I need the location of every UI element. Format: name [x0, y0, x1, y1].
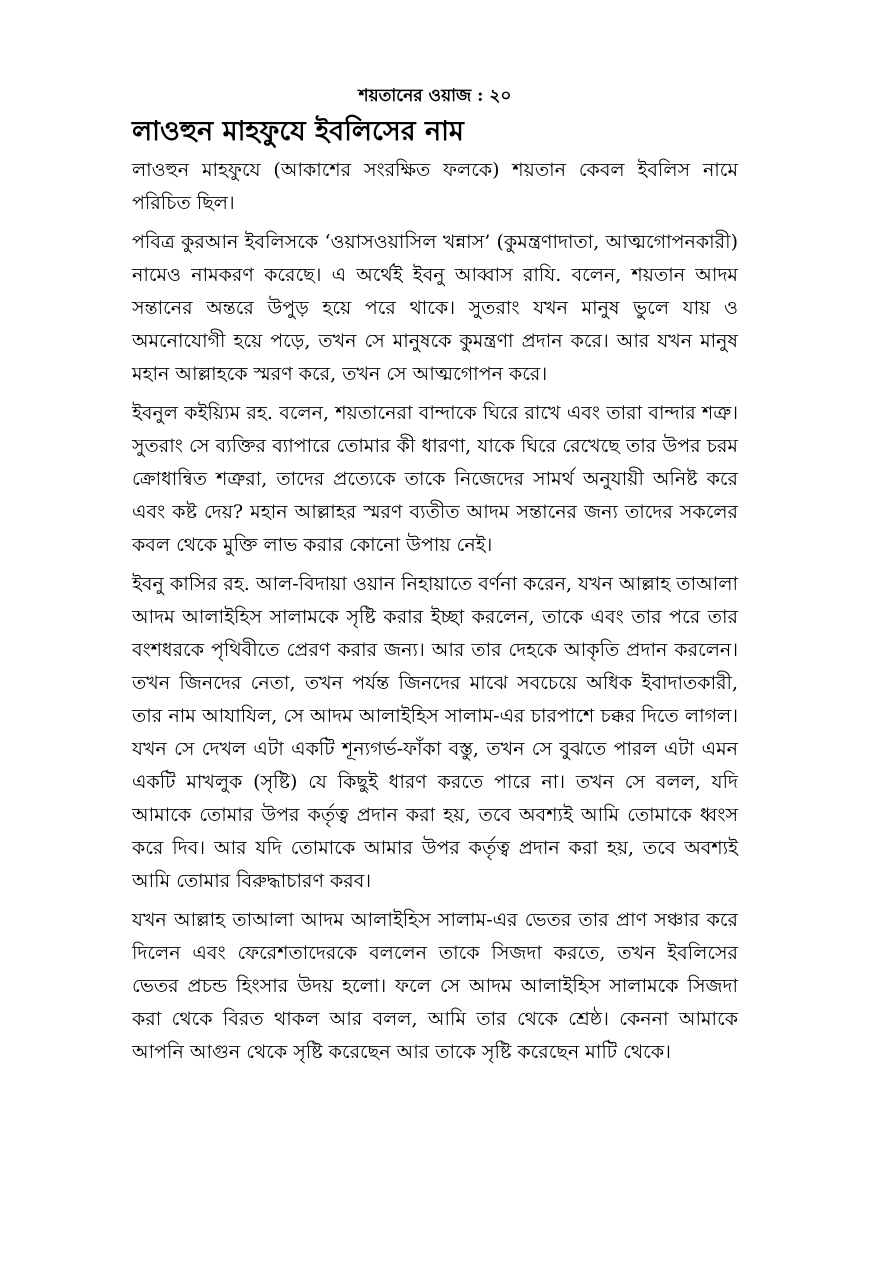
paragraph-5: যখন আল্লাহ তাআলা আদম আলাইহিস সালাম-এর ভেতর তার প্রাণ সঞ্চার করে দিলেন এবং ফেরেশতাদেরকে বললেন তাকে সিজদা করতে, তখন ইবলিসের ভেতর প্রচন্ড হিংসার উদয় হলো। ফলে সে আদম আলাইহিস সালামকে সিজদা করা থেকে বিরত থাকল আর বলল, আমি তার থেকে শ্রেষ্ঠ। কেননা আমাকে আপনি আগুন থেকে সৃষ্টি করেছেন আর তাকে সৃষ্টি করেছেন মাটি থেকে। — [132, 909, 738, 1063]
paragraph-2: পবিত্র কুরআন ইবলিসকে ‘ওয়াসওয়াসিল খন্নাস’ (কুমন্ত্রণাদাতা, আত্মগোপনকারী) নামেও নামকরণ করেছে। এ অর্থেই ইবনু আব্বাস রাযি. বলেন, শয়তান আদম সন্তানের অন্তরে উপুড় হয়ে পরে থাকে। সুতরাং যখন মানুষ ভুলে যায় ও অমনোযোগী হয়ে পড়ে, তখন সে মানুষকে কুমন্ত্রণা প্রদান করে। আর যখন মানুষ মহান আল্লাহকে স্মরণ করে, তখন সে আত্মগোপন করে। — [132, 231, 738, 385]
running-header: শয়তানের ওয়াজ : ২০ — [358, 86, 512, 106]
paragraph-3: ইবনুল কইয়্যিম রহ. বলেন, শয়তানেরা বান্দাকে ঘিরে রাখে এবং তারা বান্দার শত্রু। সুতরাং সে ব্যক্তির ব্যাপারে তোমার কী ধারণা, যাকে ঘিরে রেখেছে তার উপর চরম ক্রোধান্বিত শত্রুরা, তাদের প্রত্যেকে তাকে নিজেদের সামর্থ অনুযায়ী অনিষ্ট করে এবং কষ্ট দেয়? মহান আল্লাহর স্মরণ ব্যতীত আদম সন্তানের জন্য তাদের সকলের কবল থেকে মুক্তি লাভ করার কোনো উপায় নেই। — [132, 402, 738, 556]
book-page — [132, 84, 738, 1075]
paragraph-4: ইবনু কাসির রহ. আল-বিদায়া ওয়ান নিহায়াতে বর্ণনা করেন, যখন আল্লাহ তাআলা আদম আলাইহিস সালামকে সৃষ্টি করার ইচ্ছা করলেন, তাকে এবং তার পরে তার বংশধরকে পৃথিবীতে প্রেরণ করার জন্য। আর তার দেহকে আকৃতি প্রদান করলেন। তখন জিনদের নেতা, তখন পর্যন্ত জিনদের মাঝে সবচেয়ে অধিক ইবাদাতকারী, তার নাম আযাযিল, সে আদম আলাইহিস সালাম-এর চারপাশে চক্কর দিতে লাগল। যখন সে দেখল এটা একটি শূন্যগর্ভ-ফাঁকা বস্তু, তখন সে বুঝতে পারল এটা এমন একটি মাখলুক (সৃষ্টি) যে কিছুই ধারণ করতে পারে না। তখন সে বলল, যদি আমাকে তোমার উপর কর্তৃত্ব প্রদান করা হয়, তবে অবশ্যই আমি তোমাকে ধ্বংস করে দিব। আর যদি তোমাকে আমার উপর কর্তৃত্ব প্রদান করা হয়, তবে অবশ্যই আমি তোমার বিরুদ্ধাচারণ করব। — [132, 573, 738, 892]
chapter-title: লাওহুন মাহফুযে ইবলিসের নাম — [132, 116, 464, 147]
paragraph-1: লাওহুন মাহফুযে (আকাশের সংরক্ষিত ফলকে) শয়তান কেবল ইবলিস নামে পরিচিত ছিল। — [132, 159, 738, 214]
